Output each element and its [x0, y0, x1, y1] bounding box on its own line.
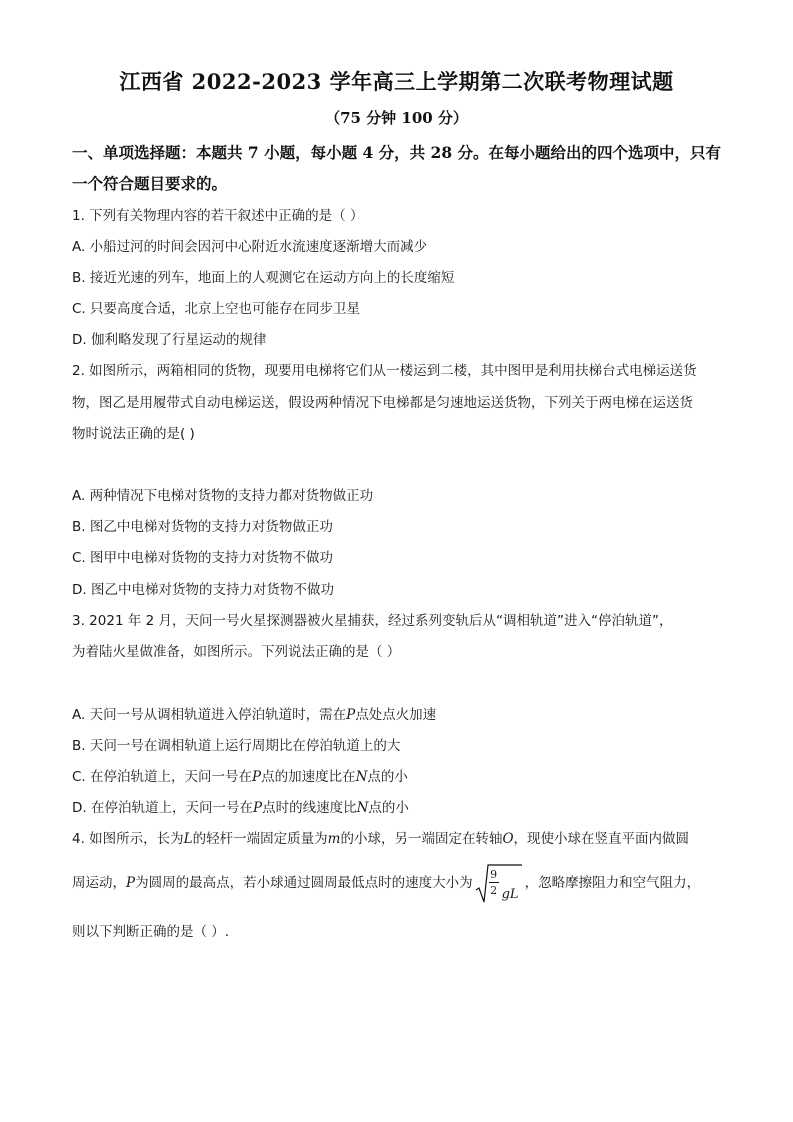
question-2-stem-line-1: 2. 如图所示，两箱相同的货物，现要用电梯将它们从一楼运到二楼，其中图甲是利用扶梯台式电梯运送货 — [72, 363, 697, 379]
q4-text-4: ，现使小球在竖直平面内做圆 — [513, 831, 690, 847]
question-3-option-d — [72, 796, 732, 816]
question-3-option-b: B. 天问一号在调相轨道上运行周期比在停泊轨道上的大 — [72, 738, 401, 754]
point-p-label: P — [346, 707, 356, 723]
q4-text-2: 的轻杆一端固定质量为 — [192, 831, 328, 847]
point-n-label: N — [356, 800, 369, 816]
question-1-option-c: C. 只要高度合适，北京上空也可能存在同步卫星 — [72, 301, 361, 317]
formula-fraction — [489, 868, 499, 897]
option-c-text-2: 点的加速度比在 — [261, 769, 356, 785]
question-1-stem: 1. 下列有关物理内容的若干叙述中正确的是（ ） — [72, 208, 364, 224]
page-subtitle: （75 分钟 100 分） — [325, 109, 468, 127]
fraction-denominator: 2 — [490, 884, 498, 897]
question-3-stem-line-1: 3. 2021 年 2 月，天问一号火星探测器被火星捕获，经过系列变轨后从“调相轨道”进入“停泊轨道”， — [72, 613, 673, 629]
question-3-stem-line-2: 为着陆火星做准备，如图所示。下列说法正确的是（ ） — [72, 644, 401, 660]
length-symbol: L — [183, 831, 193, 847]
question-2-option-a: A. 两种情况下电梯对货物的支持力都对货物做正功 — [72, 488, 374, 504]
point-p-label: P — [252, 769, 262, 785]
question-3-option-c — [72, 765, 732, 785]
formula-gl: gL — [501, 887, 519, 902]
question-2-stem-line-3: 物时说法正确的是( ) — [72, 426, 195, 442]
axis-symbol: O — [502, 831, 514, 847]
option-c-text-1: C. 在停泊轨道上，天问一号在 — [72, 769, 253, 785]
velocity-formula — [475, 862, 523, 904]
q4-text-5: 周运动， — [72, 875, 126, 891]
option-d-text-3: 点的小 — [368, 800, 409, 816]
q4-text-6: 为圆周的最高点，若小球通过圆周最低点时的速度大小为 — [135, 875, 473, 891]
option-c-text-3: 点的小 — [367, 769, 408, 785]
option-a-text-2: 点处点火加速 — [355, 707, 437, 723]
q4-text-7: ，忽略摩擦阻力和空气阻力， — [524, 875, 701, 891]
question-1-option-b: B. 接近光速的列车，地面上的人观测它在运动方向上的长度缩短 — [72, 270, 455, 286]
section-heading-line-1: 一、单项选择题：本题共 7 小题，每小题 4 分，共 28 分。在每小题给出的四个选项中，只有 — [72, 143, 722, 162]
point-n-label: N — [355, 769, 368, 785]
question-2-option-d: D. 图乙中电梯对货物的支持力对货物不做功 — [72, 582, 334, 598]
option-d-text-2: 点时的线速度比 — [262, 800, 357, 816]
q4-text-3: 的小球，另一端固定在转轴 — [340, 831, 503, 847]
section-heading-line-2: 一个符合题目要求的。 — [72, 174, 228, 193]
question-4-stem-line-3: 则以下判断正确的是（ ）. — [72, 924, 230, 940]
option-a-text-1: A. 天问一号从调相轨道进入停泊轨道时，需在 — [72, 707, 347, 723]
question-2-option-c: C. 图甲中电梯对货物的支持力对货物不做功 — [72, 550, 334, 566]
fraction-numerator: 9 — [490, 868, 498, 881]
question-4-stem-line-1 — [72, 827, 732, 847]
question-2-option-b: B. 图乙中电梯对货物的支持力对货物做正功 — [72, 519, 333, 535]
question-3-option-a — [72, 703, 732, 723]
option-d-text-1: D. 在停泊轨道上，天问一号在 — [72, 800, 253, 816]
point-p-label: P — [126, 875, 136, 891]
question-4-stem-line-2 — [72, 862, 732, 904]
point-p-label: P — [252, 800, 263, 816]
fraction-bar — [489, 882, 499, 883]
question-1-option-d: D. 伽利略发现了行星运动的规律 — [72, 332, 267, 348]
question-2-stem-line-2: 物，图乙是用履带式自动电梯运送，假设两种情况下电梯都是匀速地运送货物，下列关于两电梯在运送货 — [72, 395, 693, 411]
page-title: 江西省 2022-2023 学年高三上学期第二次联考物理试题 — [119, 69, 674, 94]
q4-text-1: 4. 如图所示，长为 — [72, 831, 184, 847]
question-1-option-a: A. 小船过河的时间会因河中心附近水流速度逐渐增大而减少 — [72, 239, 428, 255]
mass-symbol: m — [327, 831, 341, 847]
